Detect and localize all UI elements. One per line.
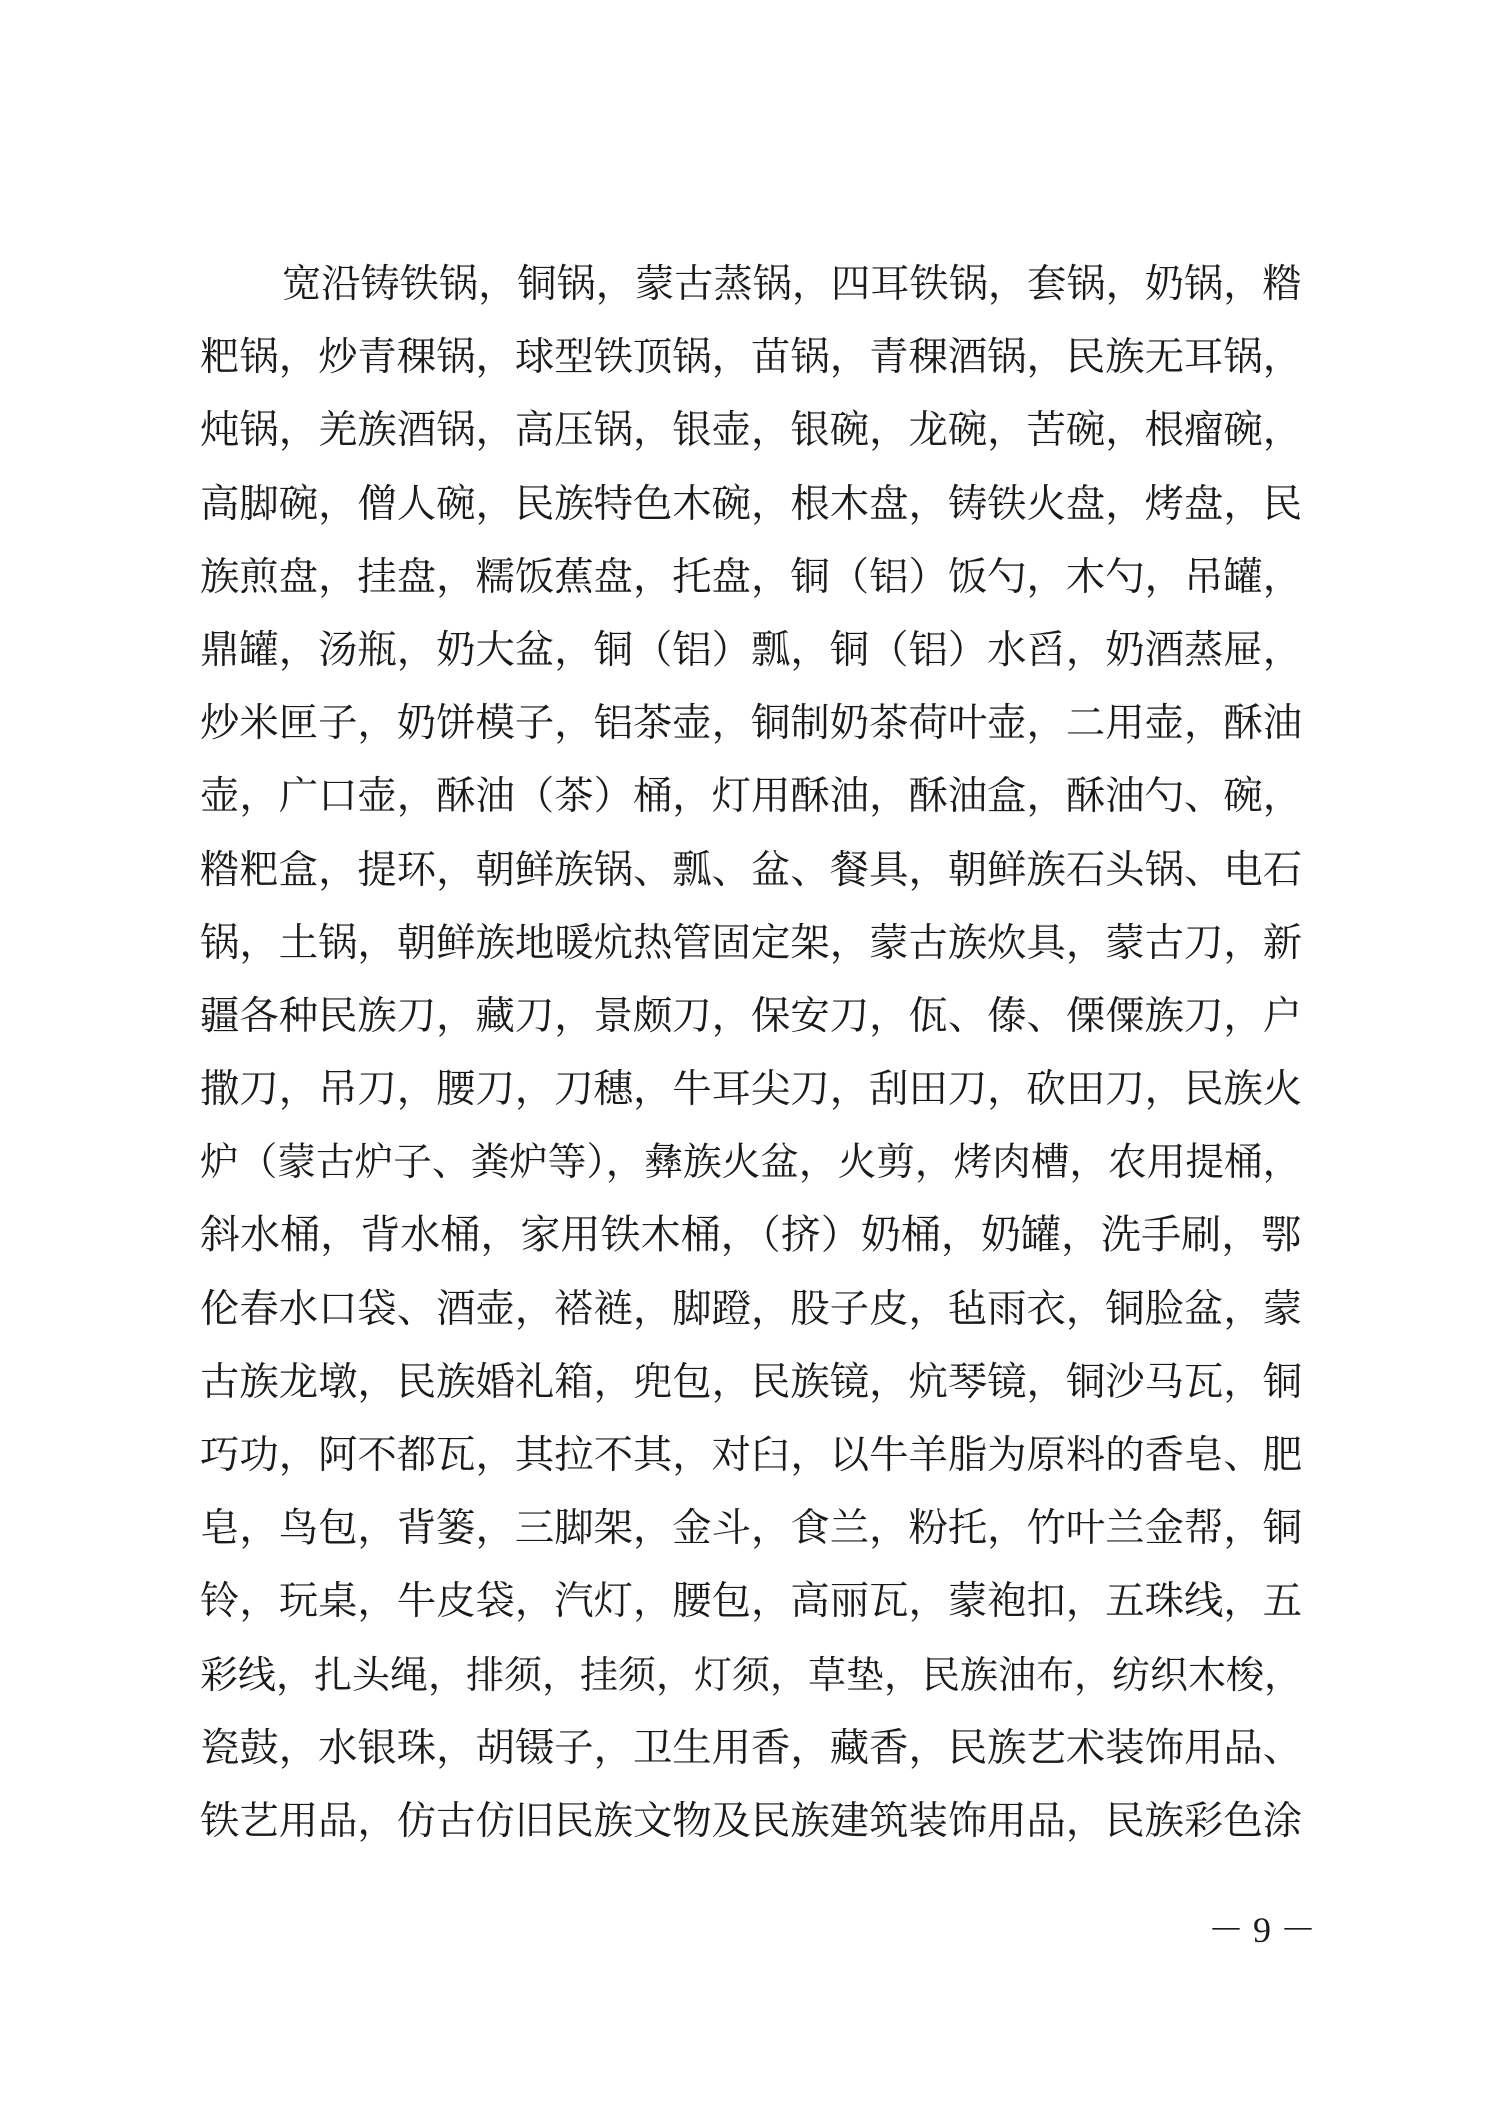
text-line: 锅，土锅，朝鲜族地暖炕热管固定架，蒙古族炊具，蒙古刀，新 bbox=[200, 919, 1303, 966]
body-text bbox=[200, 248, 1302, 1858]
text-line: 高脚碗，僧人碗，民族特色木碗，根木盘，铸铁火盘，烤盘，民 bbox=[200, 480, 1303, 527]
text-line: 伦春水口袋、酒壶，褡裢，脚蹬，股子皮，毡雨衣，铜脸盆，蒙 bbox=[200, 1285, 1303, 1332]
text-line: 鼎罐，汤瓶，奶大盆，铜（铝）瓢，铜（铝）水舀，奶酒蒸屉， bbox=[200, 626, 1303, 673]
text-line: 斜水桶，背水桶，家用铁木桶，（挤）奶桶，奶罐，洗手刷，鄂 bbox=[200, 1212, 1302, 1259]
text-line: 皂，鸟包，背篓，三脚架，金斗，食兰，粉托，竹叶兰金帮，铜 bbox=[200, 1505, 1303, 1552]
text-line: 族煎盘，挂盘，糯饭蕉盘，托盘，铜（铝）饭勺，木勺，吊罐， bbox=[200, 553, 1303, 600]
text-line: 彩线，扎头绳，排须，挂须，灯须，草垫，民族油布，纺织木梭， bbox=[200, 1652, 1303, 1697]
text-line: 古族龙墩，民族婚礼箱，兜包，民族镜，炕琴镜，铜沙马瓦，铜 bbox=[200, 1358, 1303, 1405]
text-line: 瓷鼓，水银珠，胡镊子，卫生用香，藏香，民族艺术装饰用品、 bbox=[200, 1724, 1303, 1771]
text-line: 疆各种民族刀，藏刀，景颇刀，保安刀，佤、傣、傈僳族刀，户 bbox=[200, 992, 1303, 1039]
text-line: 炒米匣子，奶饼模子，铝茶壶，铜制奶茶荷叶壶，二用壶，酥油 bbox=[200, 700, 1303, 747]
page-number: － 9 － bbox=[1207, 1910, 1316, 1950]
text-line: 炖锅，羌族酒锅，高压锅，银壶，银碗，龙碗，苦碗，根瘤碗， bbox=[200, 407, 1303, 454]
text-line: 巧功，阿不都瓦，其拉不其，对臼，以牛羊脂为原料的香皂、肥 bbox=[200, 1432, 1303, 1478]
text-line: 粑锅，炒青稞锅，球型铁顶锅，苗锅，青稞酒锅，民族无耳锅， bbox=[200, 334, 1303, 381]
text-line: 铁艺用品，仿古仿旧民族文物及民族建筑装饰用品，民族彩色涂 bbox=[200, 1797, 1303, 1844]
text-line: 铃，玩桌，牛皮袋，汽灯，腰包，高丽瓦，蒙袍扣，五珠线，五 bbox=[200, 1578, 1303, 1625]
text-line: 糌粑盒，提环，朝鲜族锅、瓢、盆、餐具，朝鲜族石头锅、电石 bbox=[200, 846, 1303, 893]
text-line: 壶，广口壶，酥油（茶）桶，灯用酥油，酥油盒，酥油勺、碗， bbox=[200, 773, 1303, 820]
text-line: 撒刀，吊刀，腰刀，刀穗，牛耳尖刀，刮田刀，砍田刀，民族火 bbox=[200, 1066, 1303, 1113]
text-line: 宽沿铸铁锅，铜锅，蒙古蒸锅，四耳铁锅，套锅，奶锅，糌 bbox=[282, 262, 1302, 307]
text-line: 炉（蒙古炉子、粪炉等），彝族火盆，火剪，烤肉槽，农用提桶， bbox=[200, 1140, 1302, 1186]
